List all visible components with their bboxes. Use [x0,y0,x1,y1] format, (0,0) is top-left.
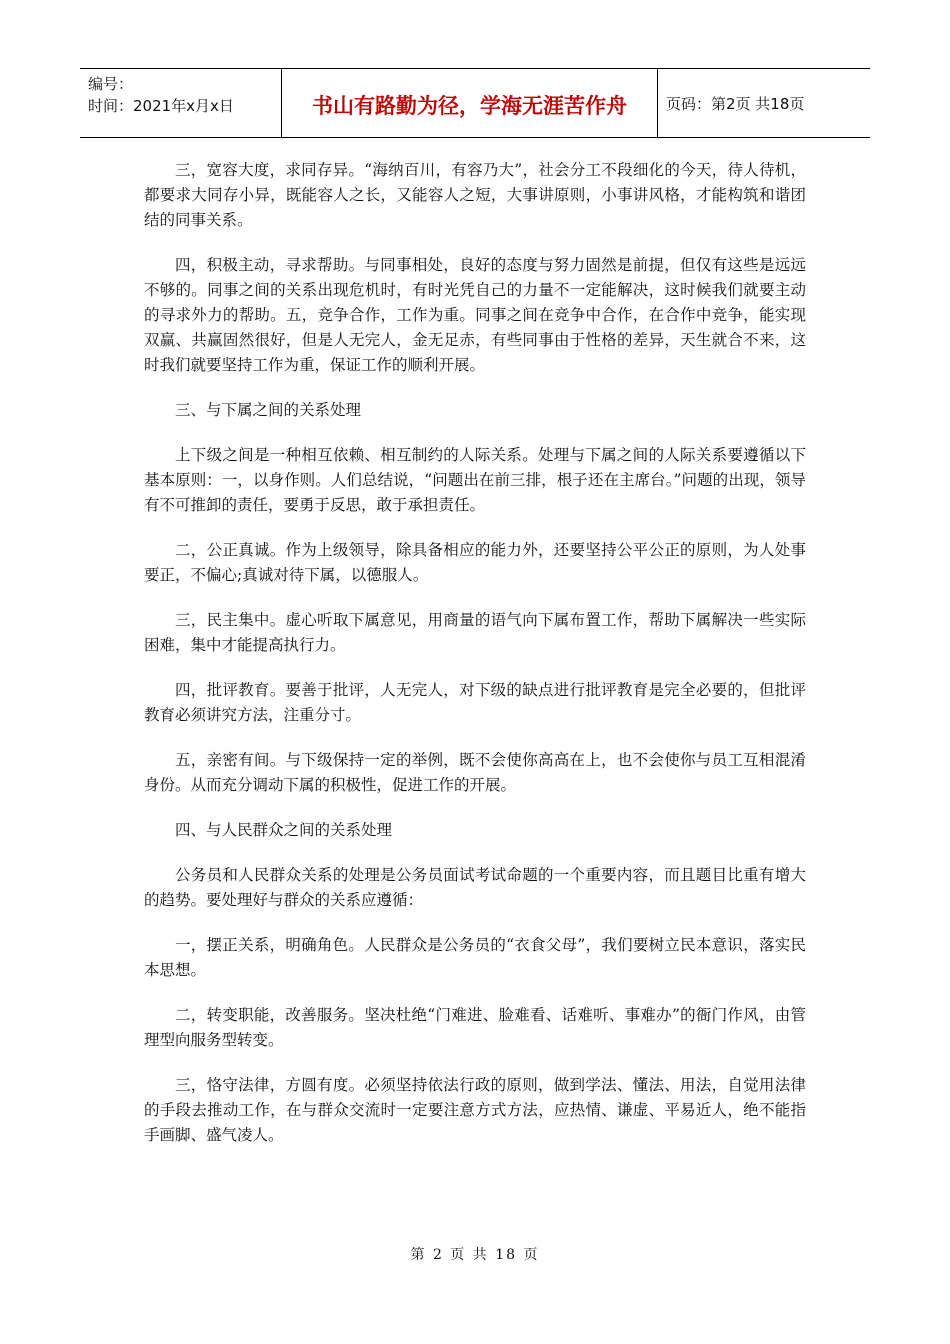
header-page-info: 页码：第2页 共18页 [666,94,805,113]
header-motto: 书山有路勤为径，学海无涯苦作舟 [282,69,658,137]
paragraph: 三，民主集中。虚心听取下属意见，用商量的语气向下属布置工作，帮助下属解决一些实际困难，集中才能提高执行力。 [144,611,806,654]
paragraph: 三，宽容大度，求同存异。“海纳百川，有容乃大”，社会分工不段细化的今天，待人待机，都要求大同存小异，既能容人之长，又能容人之短，大事讲原则，小事讲风格，才能构筑和谐团结的同事关系。 [144,161,806,229]
paragraph: 二，转变职能，改善服务。坚决杜绝“门难进、脸难看、话难听、事难办”的衙门作风，由管理型向服务型转变。 [144,1006,806,1049]
page-footer: 第 2 页 共 18 页 [410,1247,540,1263]
page-header [80,68,870,138]
serial-number-label: 编号： [88,75,134,93]
paragraph: 二，公正真诚。作为上级领导，除具备相应的能力外，还要坚持公平公正的原则，为人处事要正，不偏心;真诚对待下属，以德服人。 [144,541,806,584]
header-meta [80,69,282,137]
paragraph: 一，摆正关系，明确角色。人民群众是公务员的“衣食父母”，我们要树立民本意识，落实民本思想。 [144,936,806,979]
paragraph: 公务员和人民群众关系的处理是公务员面试考试命题的一个重要内容，而且题目比重有增大的趋势。要处理好与群众的关系应遵循： [144,866,806,909]
paragraph: 四，积极主动，寻求帮助。与同事相处，良好的态度与努力固然是前提，但仅有这些是远远不够的。同事之间的关系出现危机时，有时光凭自己的力量不一定能解决，这时候我们就要主动的寻求外力的帮助。五，竞争合作，工作为重。同事之间在竞争中合作，在合作中竞争，能实现双赢、共赢固然很好，但是人无完人，金无足赤，有些同事由于性格的差异，天生就合不来，这时我们就要坚持工作为重，保证工作的顺利开展。 [144,256,806,374]
paragraph: 上下级之间是一种相互依赖、相互制约的人际关系。处理与下属之间的人际关系要遵循以下基本原则：一，以身作则。人们总结说，“问题出在前三排，根子还在主席台。”问题的出现，领导有不可推卸的责任，要勇于反思，敢于承担责任。 [144,446,806,514]
paragraph: 四，批评教育。要善于批评，人无完人，对下级的缺点进行批评教育是完全必要的，但批评教育必须讲究方法，注重分寸。 [144,681,806,724]
paragraph: 三，恪守法律，方圆有度。必须坚持依法行政的原则，做到学法、懂法、用法，自觉用法律的手段去推动工作，在与群众交流时一定要注意方式方法，应热情、谦虚、平易近人，绝不能指手画脚、盛气凌人。 [144,1076,806,1144]
section-heading: 三、与下属之间的关系处理 [175,401,362,419]
document-body [144,158,806,1168]
section-heading: 四、与人民群众之间的关系处理 [175,821,393,839]
paragraph: 五，亲密有间。与下级保持一定的举例，既不会使你高高在上，也不会使你与员工互相混淆身份。从而充分调动下属的积极性，促进工作的开展。 [144,751,806,794]
date-line: 时间：2021年x月x日 [88,97,234,115]
